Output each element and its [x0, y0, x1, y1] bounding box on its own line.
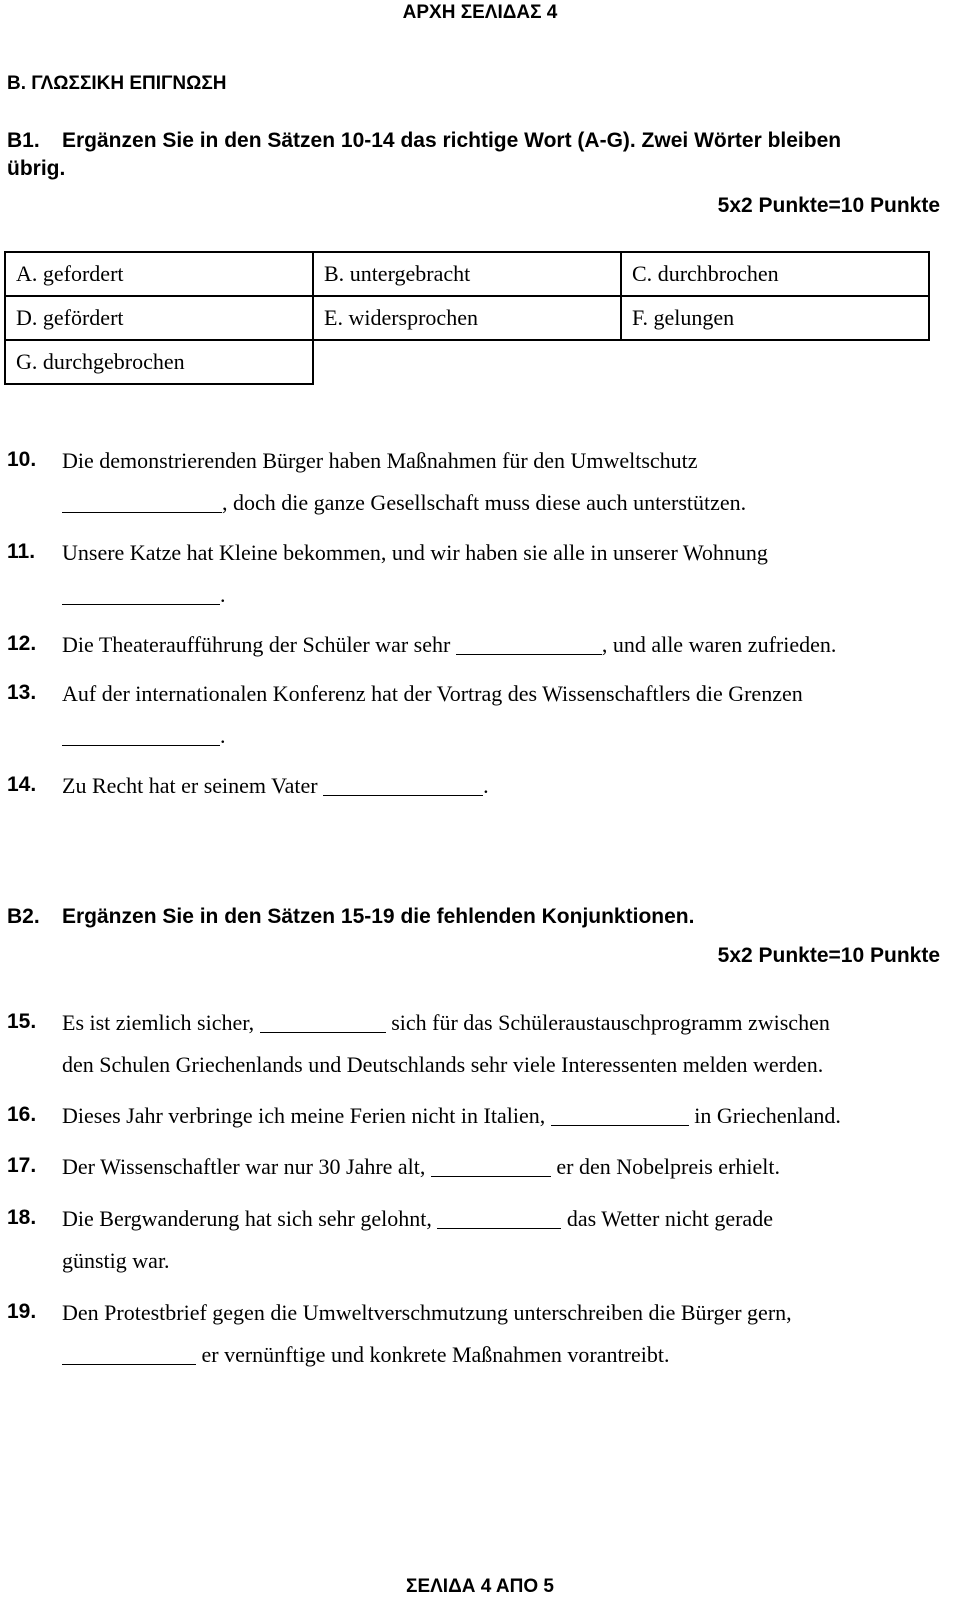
question-14-line [62, 773, 489, 799]
word-letter: B. [324, 261, 345, 286]
question-text: Zu Recht hat er seinem Vater [62, 773, 318, 798]
question-number: 14. [7, 773, 37, 796]
answer-blank[interactable] [62, 723, 220, 746]
question-13-line2 [62, 723, 226, 749]
question-text: , und alle waren zufrieden. [601, 632, 837, 657]
page-footer: ΣΕΛΙΔΑ 4 ΑΠΟ 5 [406, 1576, 554, 1597]
question-number: 13. [7, 681, 37, 704]
word-option-e [313, 296, 621, 340]
question-text: Der Wissenschaftler war nur 30 Jahre alt, [62, 1154, 426, 1179]
b2-number: B2. [7, 905, 40, 928]
b1-points: 5x2 Punkte=10 Punkte [717, 194, 940, 217]
word-text: gefördert [42, 305, 124, 330]
question-text: , doch die ganze Gesellschaft muss diese auch unterstützen. [222, 490, 747, 515]
question-number: 15. [7, 1010, 37, 1033]
b2-instruction: Ergänzen Sie in den Sätzen 15-19 die fehlenden Konjunktionen. [62, 905, 695, 928]
question-number: 17. [7, 1154, 37, 1177]
word-box-row [5, 340, 929, 384]
question-12-line [62, 632, 836, 658]
b1-instruction-line2: übrig. [7, 157, 66, 180]
question-text: . [220, 723, 226, 748]
word-letter: G. [16, 349, 38, 374]
word-letter: F. [632, 305, 648, 330]
page-header: ΑΡΧΗ ΣΕΛΙΔΑΣ 4 [402, 2, 558, 23]
answer-blank[interactable] [551, 1103, 689, 1126]
word-letter: D. [16, 305, 38, 330]
b1-number: B1. [7, 129, 40, 152]
b2-points: 5x2 Punkte=10 Punkte [717, 944, 940, 967]
word-text: widersprochen [348, 305, 478, 330]
word-letter: A. [16, 261, 38, 286]
word-option-d [5, 296, 313, 340]
word-option-g [5, 340, 313, 384]
answer-blank[interactable] [62, 1342, 196, 1365]
word-text: gelungen [653, 305, 735, 330]
question-number: 12. [7, 632, 37, 655]
word-option-f [621, 296, 929, 340]
question-19-line1: Den Protestbrief gegen die Umweltverschmutzung unterschreiben die Bürger gern, [62, 1300, 792, 1325]
question-number: 18. [7, 1206, 37, 1229]
question-number: 11. [7, 540, 36, 563]
word-option-c [621, 252, 929, 296]
question-11-line2 [62, 582, 226, 608]
question-text: Die Theateraufführung der Schüler war sehr [62, 632, 451, 657]
question-10-line1: Die demonstrierenden Bürger haben Maßnahmen für den Umweltschutz [62, 448, 698, 473]
answer-blank[interactable] [323, 773, 483, 796]
question-number: 16. [7, 1103, 37, 1126]
answer-blank[interactable] [431, 1154, 551, 1177]
question-text: Es ist ziemlich sicher, [62, 1010, 255, 1035]
answer-blank[interactable] [456, 632, 602, 655]
question-10-line2 [62, 490, 746, 516]
b1-instruction-line1: Ergänzen Sie in den Sätzen 10-14 das richtige Wort (A-G). Zwei Wörter bleiben [62, 129, 842, 152]
question-text: . [483, 773, 489, 798]
word-box-row [5, 252, 929, 296]
question-text: Die Bergwanderung hat sich sehr gelohnt, [62, 1206, 432, 1231]
word-text: durchbrochen [657, 261, 779, 286]
question-11-line1: Unsere Katze hat Kleine bekommen, und wir haben sie alle in unserer Wohnung [62, 540, 768, 565]
question-19-line2 [62, 1342, 669, 1368]
question-number: 19. [7, 1300, 37, 1323]
question-16-line [62, 1103, 841, 1129]
word-option-b [313, 252, 621, 296]
question-18-line1 [62, 1206, 773, 1232]
question-text: . [220, 582, 226, 607]
question-text: er vernünftige und konkrete Maßnahmen vorantreibt. [201, 1342, 670, 1367]
word-text: untergebracht [349, 261, 471, 286]
word-letter: E. [324, 305, 343, 330]
word-letter: C. [632, 261, 653, 286]
question-15-line1 [62, 1010, 830, 1036]
question-number: 10. [7, 448, 37, 471]
question-text: Dieses Jahr verbringe ich meine Ferien nicht in Italien, [62, 1103, 546, 1128]
word-text: gefordert [42, 261, 124, 286]
section-heading: Β. ΓΛΩΣΣΙΚΗ ΕΠΙΓΝΩΣΗ [7, 73, 227, 94]
answer-blank[interactable] [437, 1206, 561, 1229]
question-text: er den Nobelpreis erhielt. [556, 1154, 780, 1179]
answer-blank[interactable] [260, 1010, 386, 1033]
question-text: in Griechenland. [694, 1103, 841, 1128]
word-option-a [5, 252, 313, 296]
word-box [4, 251, 930, 385]
word-text: durchgebrochen [42, 349, 185, 374]
answer-blank[interactable] [62, 582, 220, 605]
question-13-line1: Auf der internationalen Konferenz hat der Vortrag des Wissenschaftlers die Grenzen [62, 681, 803, 706]
word-box-row [5, 296, 929, 340]
question-18-line2: günstig war. [62, 1248, 170, 1273]
question-17-line [62, 1154, 780, 1180]
question-text: das Wetter nicht gerade [566, 1206, 773, 1231]
question-text: sich für das Schüleraustauschprogramm zwischen [391, 1010, 830, 1035]
question-15-line2: den Schulen Griechenlands und Deutschlands sehr viele Interessenten melden werden. [62, 1052, 824, 1077]
answer-blank[interactable] [62, 490, 222, 513]
